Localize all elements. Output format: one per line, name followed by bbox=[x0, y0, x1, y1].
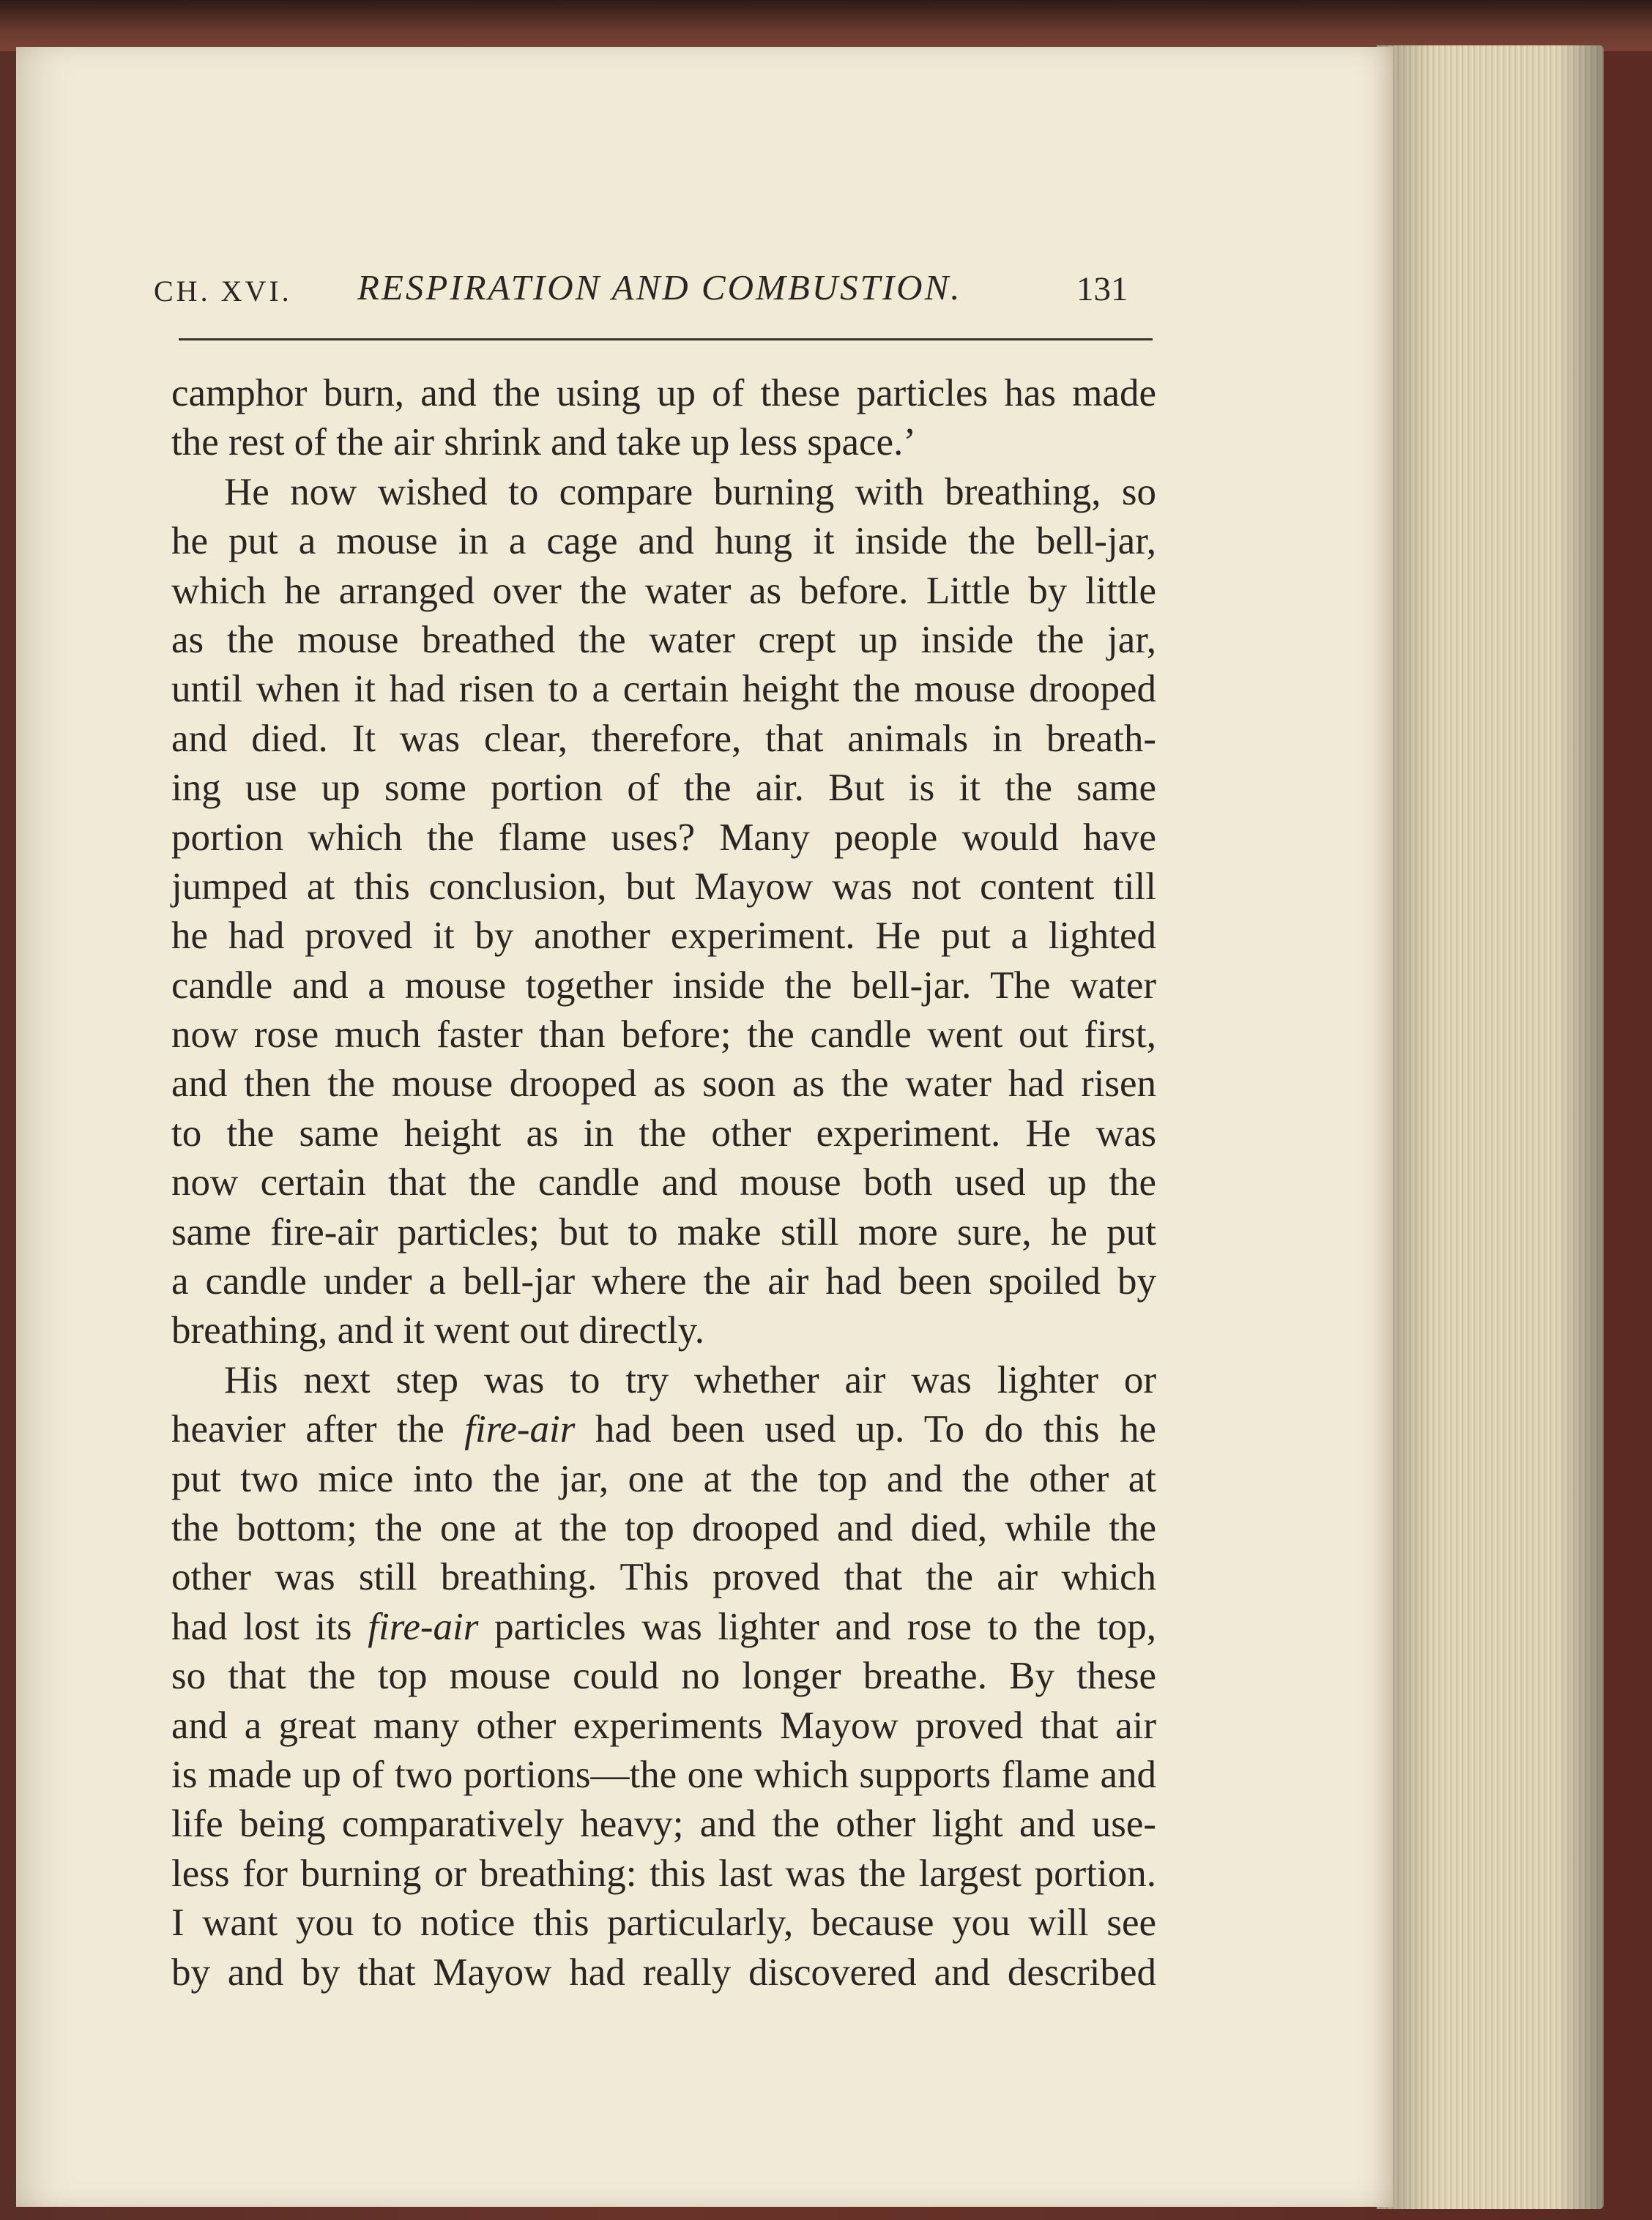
text-line: and died. It was clear, therefore, that animals in breath- bbox=[171, 717, 1156, 760]
text-line: other was still breathing. This proved that the air which bbox=[171, 1556, 1156, 1599]
running-head bbox=[154, 267, 1150, 325]
text-line: ing use up some portion of the air. But is it the same bbox=[171, 767, 1156, 810]
text-line: now certain that the candle and mouse both used up the bbox=[171, 1161, 1156, 1204]
text-segment: had been used up. To do this he bbox=[575, 1408, 1156, 1451]
book-page bbox=[16, 47, 1393, 2207]
text-line: the bottom; the one at the top drooped and died, while the bbox=[171, 1506, 1156, 1549]
running-head-title: RESPIRATION AND COMBUSTION. bbox=[357, 267, 962, 308]
text-line-with-italic bbox=[171, 1603, 1156, 1652]
text-line-with-italic bbox=[171, 1405, 1156, 1454]
text-line: camphor burn, and the using up of these particles has made bbox=[171, 372, 1156, 414]
body-text bbox=[171, 369, 1156, 1997]
text-line: as the mouse breathed the water crept up inside the jar, bbox=[171, 618, 1156, 661]
italic-term: fire-air bbox=[368, 1605, 479, 1648]
text-line: so that the top mouse could no longer breathe. By these bbox=[171, 1655, 1156, 1698]
page-fore-edge-shadow bbox=[1377, 45, 1604, 2209]
text-line: he had proved it by another experiment. He put a lighted bbox=[171, 915, 1156, 958]
text-line: to the same height as in the other experiment. He was bbox=[171, 1111, 1156, 1155]
book-cover-top-edge bbox=[0, 0, 1652, 51]
text-line: a candle under a bell-jar where the air had been spoiled by bbox=[171, 1260, 1156, 1303]
text-segment: particles was lighter and rose to the top, bbox=[478, 1605, 1156, 1648]
text-line: less for burning or breathing: this last was the largest portion. bbox=[171, 1852, 1156, 1895]
text-line: I want you to notice this particularly, because you will see bbox=[171, 1901, 1156, 1945]
chapter-label: CH. XVI. bbox=[154, 275, 292, 308]
text-line: the rest of the air shrink and take up less space.’ bbox=[171, 421, 916, 464]
text-line: until when it had risen to a certain height the mouse drooped bbox=[171, 668, 1156, 711]
text-segment: heavier after the bbox=[171, 1408, 465, 1451]
text-line: which he arranged over the water as before. Little by little bbox=[171, 569, 1156, 612]
text-line: and a great many other experiments Mayow proved that air bbox=[171, 1704, 1156, 1747]
text-line: put two mice into the jar, one at the top and the other at bbox=[171, 1457, 1156, 1500]
page-number: 131 bbox=[1076, 270, 1128, 308]
header-rule bbox=[179, 338, 1153, 340]
text-line: by and by that Mayow had really discovered and described bbox=[171, 1951, 1156, 1994]
text-line: jumped at this conclusion, but Mayow was not content till bbox=[171, 865, 1156, 908]
text-line: now rose much faster than before; the candle went out first, bbox=[171, 1013, 1156, 1057]
text-line: is made up of two portions—the one which supports flame and bbox=[171, 1753, 1156, 1796]
text-line: and then the mouse drooped as soon as the water had risen bbox=[171, 1062, 1156, 1106]
text-line: portion which the flame uses? Many people would have bbox=[171, 816, 1156, 859]
paragraph-start-line: He now wished to compare burning with breathing, so bbox=[224, 470, 1156, 513]
text-line: candle and a mouse together inside the bell-jar. The water bbox=[171, 964, 1156, 1007]
italic-term: fire-air bbox=[464, 1408, 576, 1451]
text-line: same fire-air particles; but to make still more sure, he put bbox=[171, 1210, 1156, 1254]
text-line: life being comparatively heavy; and the other light and use- bbox=[171, 1803, 1156, 1846]
text-line: breathing, and it went out directly. bbox=[171, 1309, 705, 1352]
text-line: he put a mouse in a cage and hung it inside the bell-jar, bbox=[171, 520, 1156, 563]
text-segment: had lost its bbox=[171, 1605, 368, 1648]
paragraph-start-line: His next step was to try whether air was lighter or bbox=[224, 1358, 1156, 1401]
